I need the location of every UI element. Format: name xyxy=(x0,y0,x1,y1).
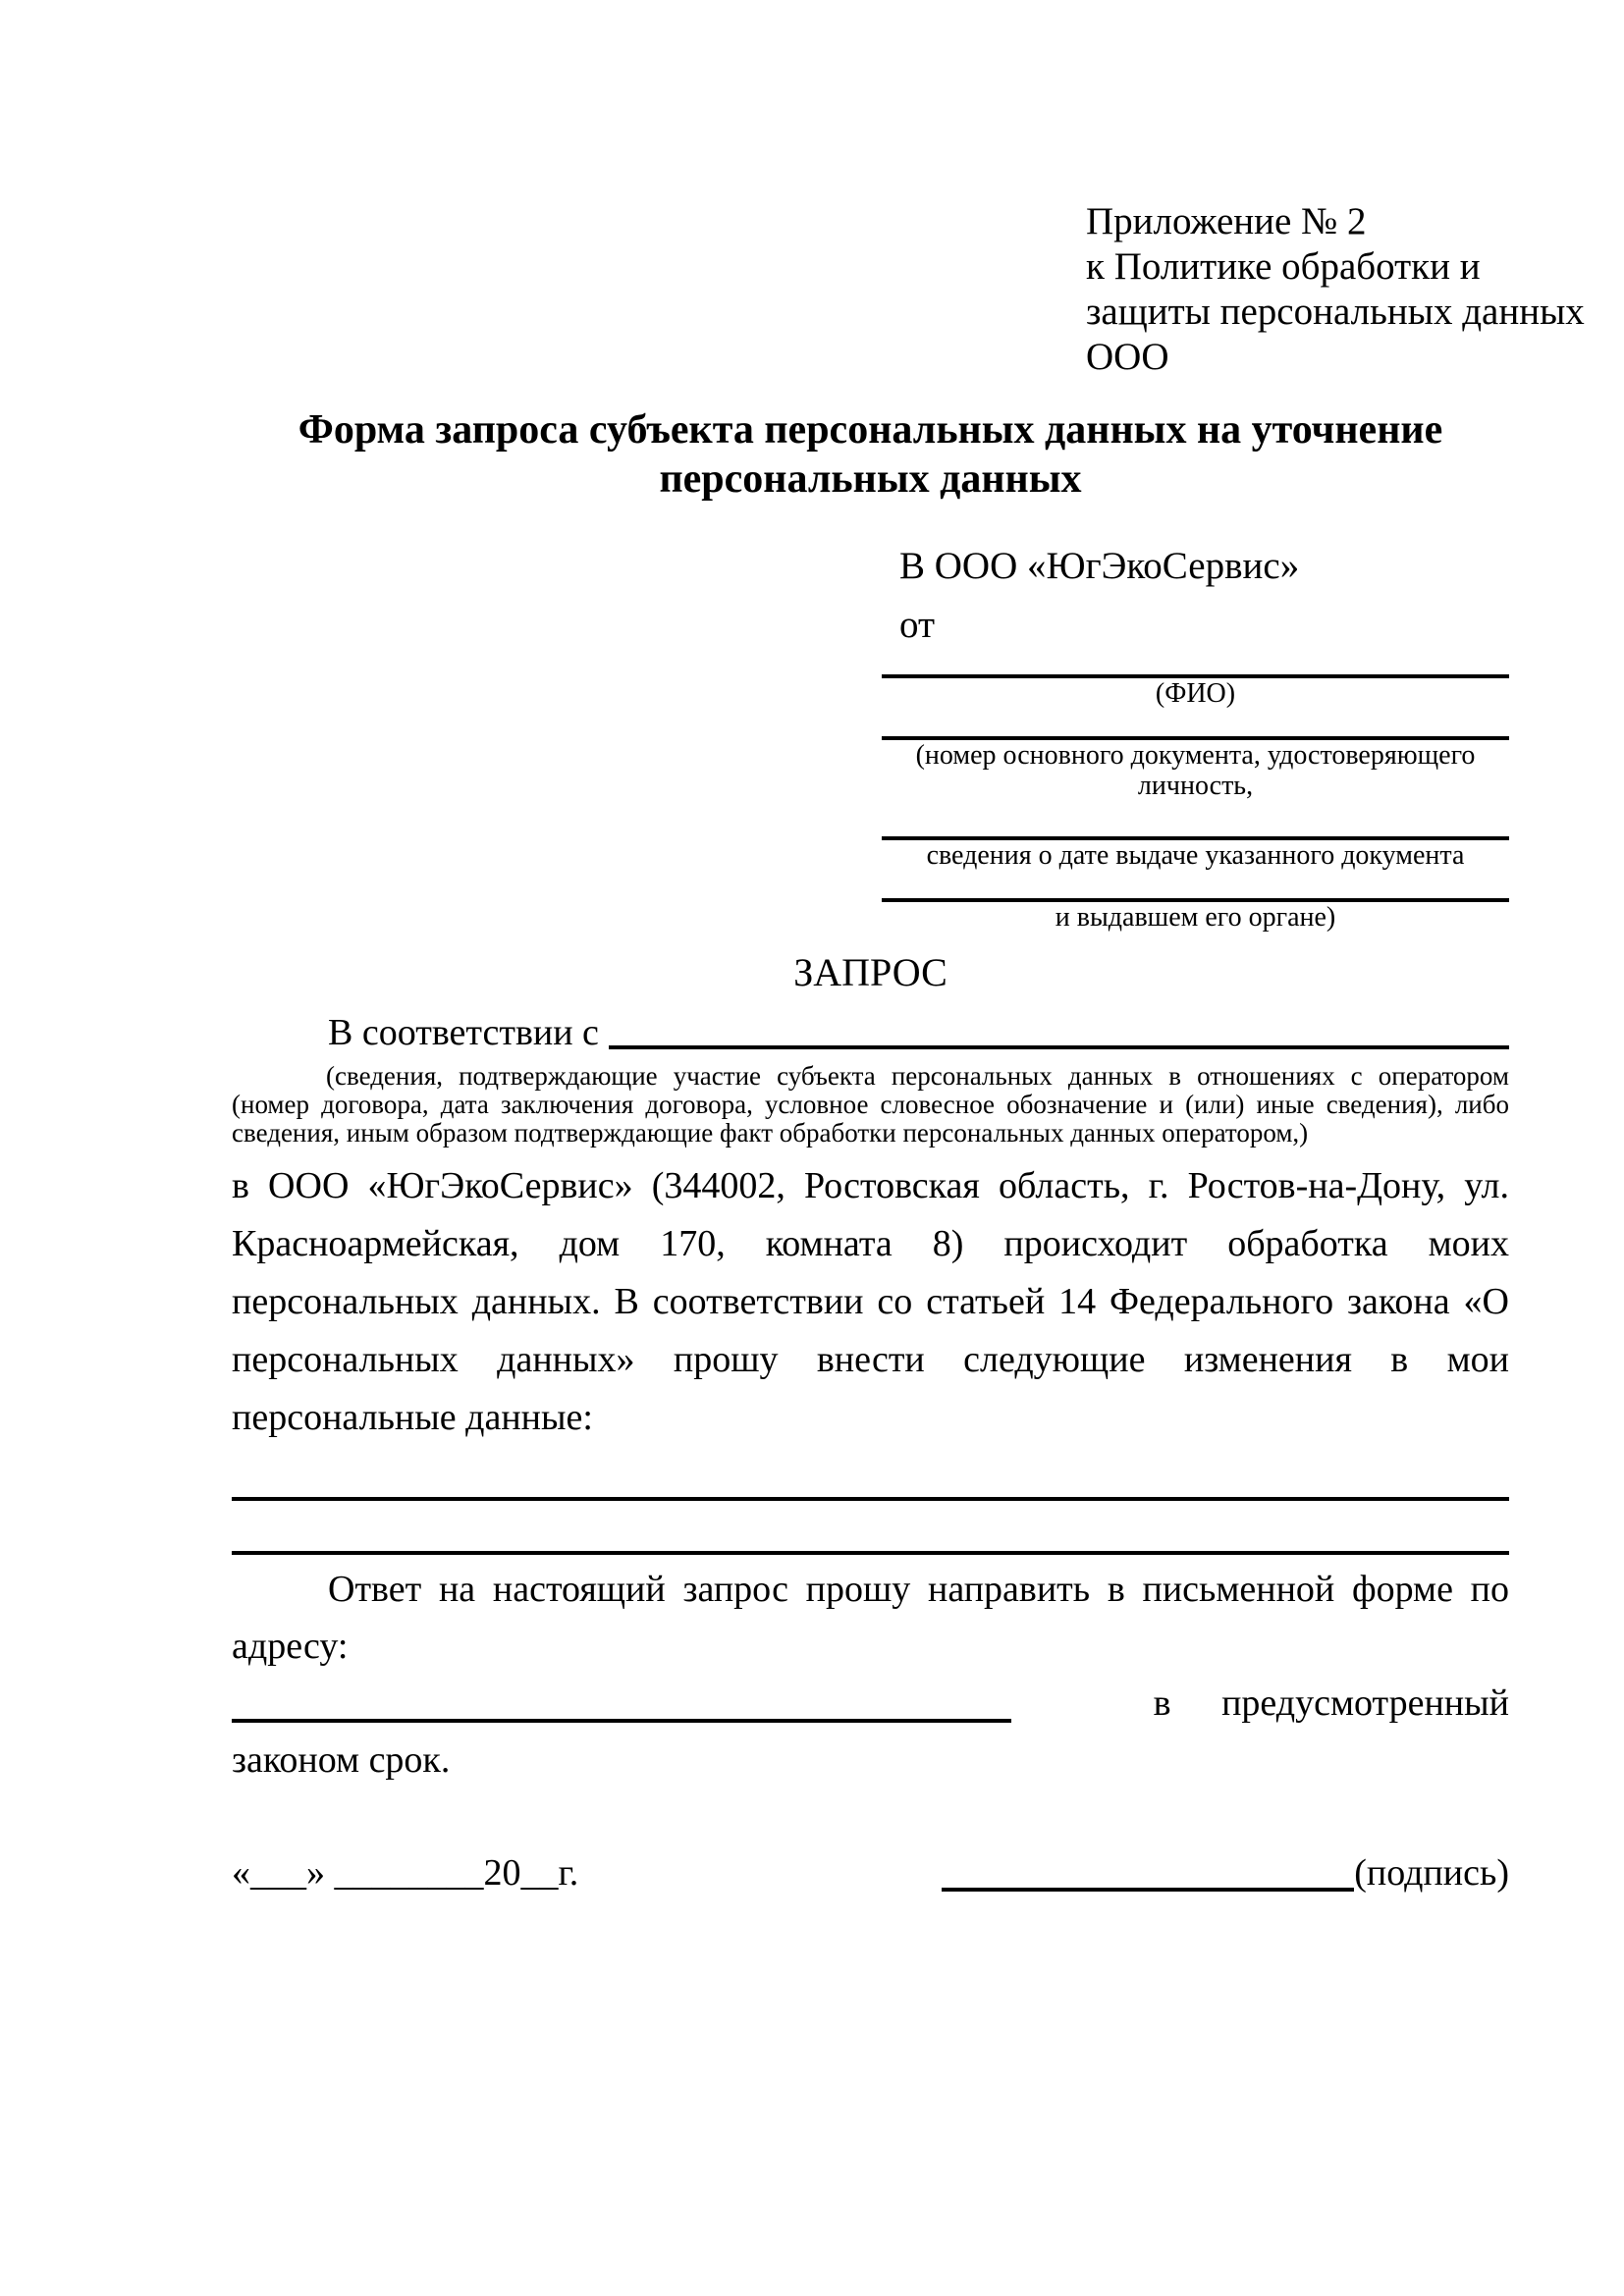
fill-in-line xyxy=(882,882,1509,902)
fill-in-line xyxy=(882,655,1509,678)
addressee-from-label: от xyxy=(899,604,936,646)
document-title xyxy=(232,405,1509,504)
request-heading: ЗАПРОС xyxy=(793,950,947,994)
annex-line: Приложение № 2 xyxy=(1086,200,1367,242)
annex-line: к Политике обработки и xyxy=(1086,245,1481,288)
annex-line: защиты персональных данных xyxy=(1086,291,1585,333)
fill-in-line xyxy=(609,1045,1509,1049)
reply-tail: в предусмотренный xyxy=(1153,1682,1509,1724)
accordance-note: (сведения, подтверждающие участие субъекта персональных данных в отношениях с оператором (номер договора, дата заключения договора, условное словесное обозначение и (или) иные сведения), либо сведения, иным образом подтверждающие факт обработки персональных данных оператором,) xyxy=(232,1061,1509,1148)
fio-field xyxy=(882,655,1509,709)
issuing-authority-field xyxy=(882,882,1509,933)
annex-line: ООО xyxy=(1086,336,1169,378)
field-caption: сведения о дате выдаче указанного документа xyxy=(926,840,1465,871)
addressee-block xyxy=(882,537,1509,933)
fill-in-line xyxy=(232,1447,1509,1501)
fill-in-line xyxy=(882,813,1509,840)
document-title-line: Форма запроса субъекта персональных данных на уточнение xyxy=(298,407,1443,453)
field-caption: (номер основного документа, удостоверяющего личность, xyxy=(915,740,1476,801)
fill-in-line xyxy=(232,1501,1509,1555)
document-title-line: персональных данных xyxy=(659,456,1082,502)
reply-sentence: Ответ на настоящий запрос прошу направить в письменной форме по адресу: xyxy=(232,1569,1509,1667)
annex-block xyxy=(1086,199,1585,380)
addressee-to: В ООО «ЮгЭкоСервис» xyxy=(899,545,1300,587)
field-caption: (ФИО) xyxy=(1155,678,1236,709)
fill-in-line xyxy=(232,1719,1011,1723)
document-number-field xyxy=(882,721,1509,801)
fill-in-line xyxy=(882,721,1509,740)
field-caption: и выдавшем его органе) xyxy=(1055,902,1336,933)
reply-address-row xyxy=(232,1675,1509,1732)
signature-line xyxy=(942,1888,1354,1892)
body-paragraph: в ООО «ЮгЭкоСервис» (344002, Ростовская область, г. Ростов-на-Дону, ул. Красноармейская, дом 170, комната 8) происходит обработка моих персональных данных. В соответствии со статьей 14 Федерального закона «О персональных данных» прошу внести следующие изменения в мои персональные данные: xyxy=(232,1165,1509,1438)
footer-row xyxy=(232,1845,1509,1900)
issue-date-field xyxy=(882,813,1509,871)
accordance-lead: В соответствии с xyxy=(328,1012,599,1053)
page-content xyxy=(232,0,1585,2296)
signature-caption: (подпись) xyxy=(1354,1852,1509,1894)
signature-group xyxy=(942,1845,1509,1900)
accordance-row xyxy=(232,1007,1509,1058)
reply-end: законом срок. xyxy=(232,1739,451,1781)
date-line: «___» ________20__г. xyxy=(232,1852,579,1894)
